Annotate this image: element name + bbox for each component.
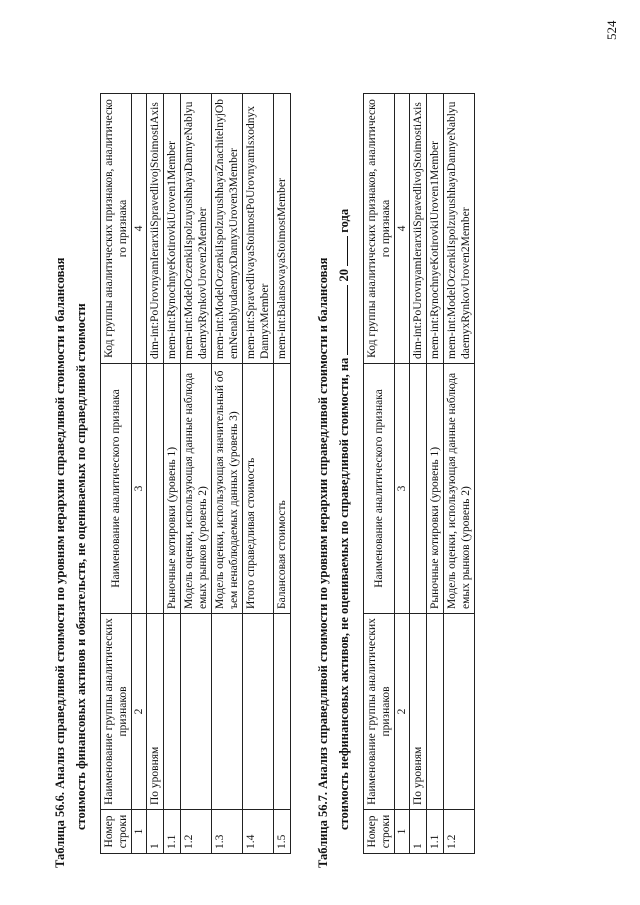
table2-index-cell: 4 (395, 94, 410, 364)
row-code: mem-int:ModelOczenkiIspolzuyushhayaZnachitelnyjObemNenablyudaemyxDannyxUroven3Member (212, 94, 243, 364)
table2-caption-line2: стоимость нефинансовых активов, не оцениваемых по справедливой стоимости, на (337, 357, 351, 830)
row-group (164, 614, 181, 810)
row-number: 1.4 (243, 810, 274, 854)
row-group: По уровням (410, 614, 427, 810)
table1-index-cell: 3 (132, 364, 147, 614)
date-blank-line (337, 285, 348, 355)
row-name: Балансовая стоимость (274, 364, 291, 614)
table2-header-cell: Код группы аналитических признаков, аналитического признака (364, 94, 395, 364)
row-number: 1.5 (274, 810, 291, 854)
table-row (243, 94, 274, 854)
row-number: 1.1 (427, 810, 444, 854)
row-group (274, 614, 291, 810)
row-code: dim-int:PoUrovnyamIerarxiiSpravedlivojStoimostiAxis (410, 94, 427, 364)
row-group (444, 614, 475, 810)
year-blank-line (337, 236, 348, 266)
row-code: mem-int:RynochnyeKotirovkiUroven1Member (427, 94, 444, 364)
table-row (410, 94, 427, 854)
table2-caption-year-prefix: 20 (337, 268, 351, 282)
row-name (410, 364, 427, 614)
landscape-content (50, 46, 590, 868)
row-name: Рыночные котировки (уровень 1) (164, 364, 181, 614)
table2-caption-line2-wrap (334, 46, 355, 868)
row-number: 1.1 (164, 810, 181, 854)
table2-caption (313, 46, 355, 868)
row-group (181, 614, 212, 810)
table-row (444, 94, 475, 854)
table-row (181, 94, 212, 854)
row-name (147, 364, 164, 614)
table1-header-cell: Номер строки (101, 810, 132, 854)
table1-index-cell: 4 (132, 94, 147, 364)
table1 (100, 93, 291, 854)
table2-index-cell: 2 (395, 614, 410, 810)
table1-index-cell: 2 (132, 614, 147, 810)
table1-index-row (132, 94, 147, 854)
row-group (427, 614, 444, 810)
table1-header-row (101, 94, 132, 854)
row-name: Модель оценки, использующая значительный объем ненаблюдаемых данных (уровень 3) (212, 364, 243, 614)
row-group (243, 614, 274, 810)
table2-index-row (395, 94, 410, 854)
table1-caption-line1: Таблица 56.6. Анализ справедливой стоимости по уровням иерархии справедливой стоимости и балансовая (53, 257, 67, 868)
table1-header-cell: Код группы аналитических признаков, аналитического признака (101, 94, 132, 364)
row-number: 1.3 (212, 810, 243, 854)
table2 (363, 93, 475, 854)
table2-index-cell: 1 (395, 810, 410, 854)
row-number: 1.2 (181, 810, 212, 854)
row-code: mem-int:RynochnyeKotirovkiUroven1Member (164, 94, 181, 364)
table-row (147, 94, 164, 854)
row-name: Итого справедливая стоимость (243, 364, 274, 614)
table1-caption-line2: стоимость финансовых активов и обязательств, не оцениваемых по справедливой стоимости (74, 303, 88, 830)
table1-caption (50, 46, 92, 868)
table2-caption-year-suffix: года (337, 208, 351, 233)
table-row (164, 94, 181, 854)
table2-index-cell: 3 (395, 364, 410, 614)
row-code: mem-int:SpravedlivayaStoimostPoUrovnyamIsxodnyxDannyxMember (243, 94, 274, 364)
row-number: 1 (410, 810, 427, 854)
table2-header-cell: Номер строки (364, 810, 395, 854)
table2-header-cell: Наименование аналитического признака (364, 364, 395, 614)
row-code: mem-int:BalansovayaStoimostMember (274, 94, 291, 364)
row-name: Модель оценки, использующая данные наблюдаемых рынков (уровень 2) (181, 364, 212, 614)
row-code: mem-int:ModelOczenkiIspolzuyushhayaDannyeNablyudaemyxRynkovUroven2Member (444, 94, 475, 364)
table1-header-cell: Наименование аналитического признака (101, 364, 132, 614)
table1-index-cell: 1 (132, 810, 147, 854)
table-row (427, 94, 444, 854)
page-number: 524 (604, 20, 619, 40)
row-code: mem-int:ModelOczenkiIspolzuyushhayaDannyeNablyudaemyxRynkovUroven2Member (181, 94, 212, 364)
row-code: dim-int:PoUrovnyamIerarxiiSpravedlivojStoimostiAxis (147, 94, 164, 364)
row-number: 1.2 (444, 810, 475, 854)
row-number: 1 (147, 810, 164, 854)
row-group: По уровням (147, 614, 164, 810)
table2-header-row (364, 94, 395, 854)
table2-header-cell: Наименование группы аналитических признаков (364, 614, 395, 810)
table1-header-cell: Наименование группы аналитических признаков (101, 614, 132, 810)
row-group (212, 614, 243, 810)
table2-caption-line1: Таблица 56.7. Анализ справедливой стоимости по уровням иерархии справедливой стоимости и балансовая (316, 257, 330, 868)
row-name: Модель оценки, использующая данные наблюдаемых рынков (уровень 2) (444, 364, 475, 614)
table-row (274, 94, 291, 854)
row-name: Рыночные котировки (уровень 1) (427, 364, 444, 614)
table-row (212, 94, 243, 854)
